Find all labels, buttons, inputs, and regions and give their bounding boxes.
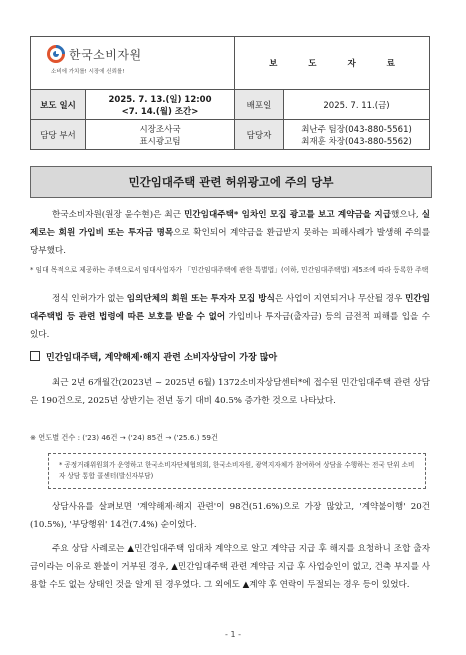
dept-line1: 시장조사국 (139, 124, 181, 135)
paragraph-intro (30, 206, 430, 260)
release-time-line2: <7. 14.(월) 조간> (121, 106, 199, 117)
p2-text-e: 가입비나 투자금(출자금) 등의 금전적 피해를 입을 수 있다. (30, 312, 430, 340)
p1-text-e: 실제로는 회원 가입비 또는 투자금 명목 (30, 210, 431, 238)
dept-label: 담당 부서 (31, 120, 86, 150)
dept-value (86, 120, 235, 150)
document-title: 민간임대주택 관련 허위광고에 주의 당부 (30, 166, 432, 198)
p1-text-d: 했으나, (391, 210, 422, 220)
p1-text-c: * 임차인 모집 광고를 보고 계약금을 지급 (233, 210, 392, 220)
p2-text-c: 은 사업이 지연되거나 무산될 경우 (274, 294, 406, 304)
p2-text-a: 정식 인허가가 없는 (52, 294, 127, 304)
press-header-table (30, 36, 430, 150)
logo-cell (31, 37, 235, 90)
p1-text-b: 민간임대주택 (184, 210, 234, 220)
section-heading (30, 350, 277, 363)
distribute-date-label: 배포일 (235, 90, 284, 120)
release-time-value (86, 90, 235, 120)
callcenter-note-box (48, 453, 426, 489)
callcenter-note-text: * 공정거래위원회가 운영하고 한국소비자단체협의회, 한국소비자원, 광역지자체가 참여하여 상담을 수행하는 전국 단위 소비자 상담 통합 콜센터(발신자부담) (59, 461, 415, 480)
p2-text-d: 민간임대주택법 등 관련 법령에 따른 보호를 받을 수 없어 (30, 294, 430, 322)
paragraph-consult-reasons: 상담사유를 살펴보면 '계약해제·해지 관련'이 98건(51.6%)으로 가장 많았고, '계약불이행' 20건(10.5%), '부당행위' 14건(7.4%) 순이었다. (30, 502, 430, 530)
release-time-label: 보도 일시 (31, 90, 86, 120)
yearly-count-note: ※ 연도별 건수 : ('23) 46건 → ('24) 85건 → ('25.6.) 59건 (30, 433, 218, 442)
release-time-line1: 2025. 7. 13.(일) 12:00 (108, 94, 212, 105)
p1-text-f: 으로 확인되어 계약금을 환급받지 못하는 피해사례가 발생해 주의를 당부했다. (30, 228, 430, 256)
dept-line2: 표시광고팀 (139, 136, 181, 147)
paragraph-statistics: 최근 2년 6개월간(2023년 ~ 2025년 6월) 1372소비자상담센터*에 접수된 민간임대주택 관련 상담은 190건으로, 2025년 상반기는 전년 동기 대비 40.5% 증가한 것으로 나타났다. (30, 378, 430, 406)
p2-text-b: 임의단체의 회원 또는 투자자 모집 방식 (126, 294, 275, 304)
person-value (284, 120, 430, 150)
distribute-date-value: 2025. 7. 11.(금) (284, 90, 430, 120)
checkbox-square-icon (30, 351, 40, 361)
paragraph-case-examples: 주요 상담 사례로는 ▲민간임대주택 임대차 계약으로 알고 계약금 지급 후 해지를 요청하니 조합 출자금이라는 이유로 환불이 거부된 경우, ▲민간임대주택 관련 계약금 지급 후 사업승인이 없고, 건축 부지를 사용할 수도 없는 상태인 것을 알게 된 경우였다. 그 외에도 ▲계약 후 연락이 두절되는 경우 등이 있었다. (30, 544, 430, 590)
page-number: - 1 - (225, 630, 241, 639)
org-name: 한국소비자원 (69, 47, 142, 62)
paragraph-risk (30, 290, 430, 344)
kca-logo-icon (47, 45, 65, 63)
person-line1: 최난주 팀장(043-880-5561) (301, 124, 412, 135)
footnote-private-rental: * 임대 목적으로 제공하는 주택으로서 임대사업자가 「민간임대주택에 관한 특별법」(이하, 민간임대주택법) 제5조에 따라 등록한 주택 (30, 266, 429, 274)
org-slogan: 소비에 가치를! 시장에 신뢰를! (51, 69, 125, 75)
person-label: 담당자 (235, 120, 284, 150)
press-release-title: 보 도 자 료 (235, 37, 430, 90)
section-heading-text: 민간임대주택, 계약해제·해지 관련 소비자상담이 가장 많아 (46, 353, 278, 363)
person-line2: 최재훈 차장(043-880-5562) (301, 136, 412, 147)
p1-text-a: 한국소비자원(원장 윤수현)은 최근 (52, 210, 185, 220)
org-logo (47, 45, 142, 63)
